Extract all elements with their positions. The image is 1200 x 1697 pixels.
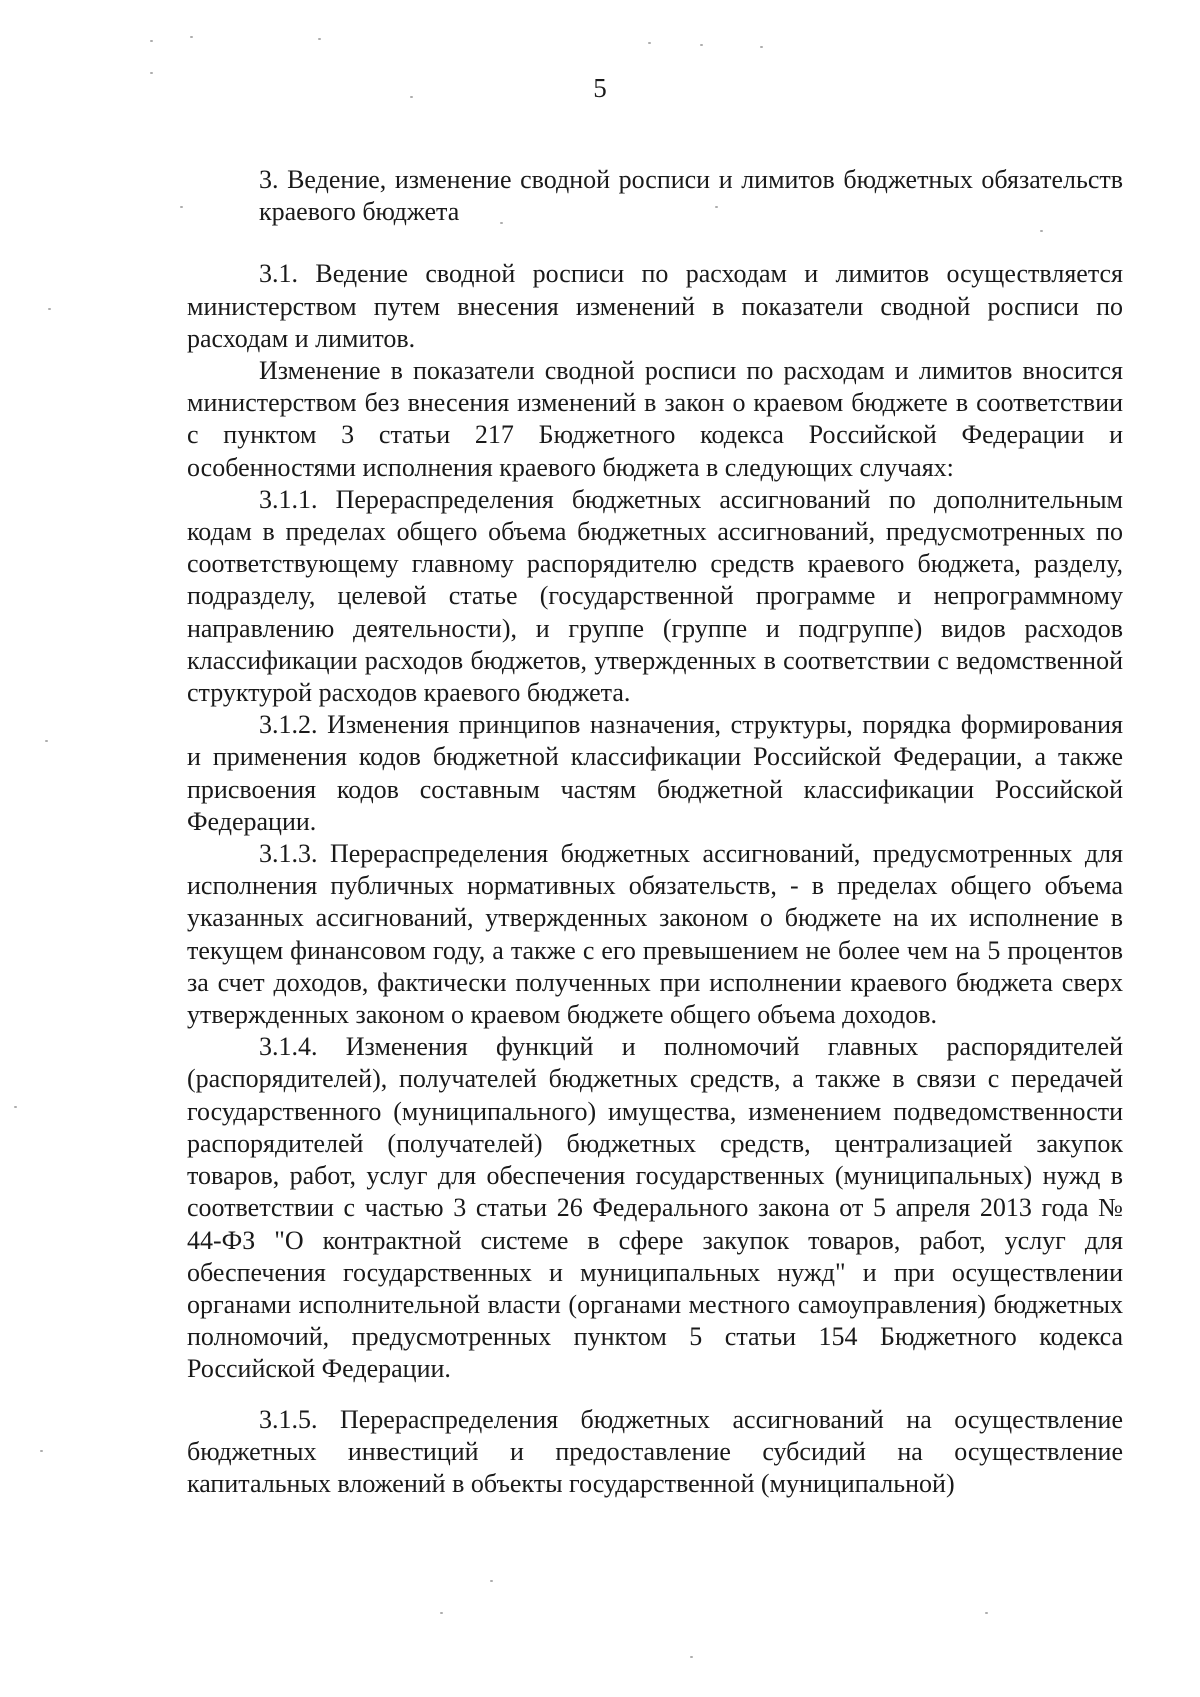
scan-speck xyxy=(40,1450,43,1452)
scan-speck xyxy=(648,42,651,44)
paragraph-3-1-4: 3.1.4. Изменения функций и полномочий главных распорядителей (распорядителей), получателей бюджетных средств, а также в связи с передачей государственного (муниципального) имущества, изменением подведомственности распорядителей (получателей) бюджетных средств, централизацией закупок товаров, работ, услуг для обеспечения государственных (муниципальных) нужд в соответствии с частью 3 статьи 26 Федерального закона от 5 апреля 2013 года № 44-ФЗ "О контрактной системе в сфере закупок товаров, работ, услуг для обеспечения государственных и муниципальных нужд" и при осуществлении органами исполнительной власти (органами местного самоуправления) бюджетных полномочий, предусмотренных пунктом 5 статьи 154 Бюджетного кодекса Российской Федерации. xyxy=(187,1032,1123,1384)
scan-speck xyxy=(490,1580,493,1582)
paragraph-3-1: 3.1. Ведение сводной росписи по расходам и лимитов осуществляется министерством путем внесения изменений в показатели сводной росписи по расходам и лимитов. xyxy=(187,259,1123,353)
document-body xyxy=(187,164,1123,1500)
paragraph-3-1-2: 3.1.2. Изменения принципов назначения, структуры, порядка формирования и применения кодов бюджетной классификации Российской Федерации, а также присвоения кодов составным частям бюджетной классификации Российской Федерации. xyxy=(187,710,1123,836)
scan-speck xyxy=(150,40,153,42)
scan-speck xyxy=(760,46,763,48)
scan-speck xyxy=(715,206,718,208)
scan-speck xyxy=(700,44,703,46)
paragraph-3-1-1: 3.1.1. Перераспределения бюджетных ассигнований по дополнительным кодам в пределах общего объема бюджетных ассигнований, предусмотренных по соответствующему главному распорядителю средств краевого бюджета, разделу, подразделу, целевой статье (государственной программе и непрограммному направлению деятельности), и группе (группе и подгруппе) видов расходов классификации расходов бюджетов, утвержденных в соответствии с ведомственной структурой расходов краевого бюджета. xyxy=(187,484,1123,708)
scan-speck xyxy=(14,1106,17,1108)
scan-speck xyxy=(1040,230,1043,232)
scan-speck xyxy=(985,1612,988,1614)
scan-speck xyxy=(410,96,413,98)
scan-speck xyxy=(48,308,51,310)
scan-speck xyxy=(318,38,321,40)
paragraph-3-1-5: 3.1.5. Перераспределения бюджетных ассигнований на осуществление бюджетных инвестиций и предоставление субсидий на осуществление капитальных вложений в объекты государственной (муниципальной) xyxy=(187,1404,1123,1498)
scan-speck xyxy=(500,222,503,224)
paragraph-intro-cases: Изменение в показатели сводной росписи по расходам и лимитов вносится министерством без внесения изменений в закон о краевом бюджете в соответствии с пунктом 3 статьи 217 Бюджетного кодекса Российской Федерации и особенностями исполнения краевого бюджета в следующих случаях: xyxy=(187,356,1123,482)
scan-speck xyxy=(440,1612,443,1614)
scan-speck xyxy=(150,72,153,74)
paragraph-3-1-3: 3.1.3. Перераспределения бюджетных ассигнований, предусмотренных для исполнения публичных нормативных обязательств, - в пределах общего объема указанных ассигнований, утвержденных законом о бюджете на их исполнение в текущем финансовом году, а также с его превышением не более чем на 5 процентов за счет доходов, фактически полученных при исполнении краевого бюджета сверх утвержденных законом о краевом бюджете общего объема доходов. xyxy=(187,839,1123,1030)
scan-speck xyxy=(190,36,193,38)
section-title: 3. Ведение, изменение сводной росписи и лимитов бюджетных обязательств краевого бюджета xyxy=(259,165,1123,227)
scan-speck xyxy=(45,740,48,742)
page-number: 5 xyxy=(593,73,607,103)
scan-speck xyxy=(180,206,183,208)
scan-speck xyxy=(690,1656,693,1658)
